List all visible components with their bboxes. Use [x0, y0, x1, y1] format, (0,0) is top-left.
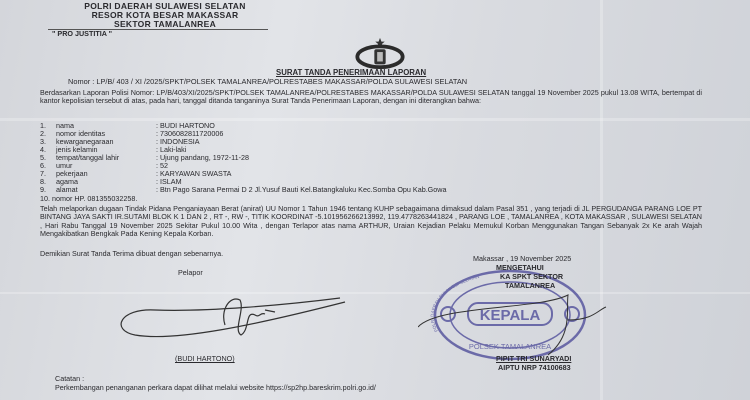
- place-date: Makassar , 19 November 2025: [473, 254, 572, 263]
- report-paragraph: Telah melaporkan dugaan Tindak Pidana Penganiayaan Berat (anirat) UU Nomor 1 Tahun 1946 tentang KUHP sebagaimana dimaksud dalam Pasal 351 , yang terjadi di JL PERGUDANGA PARANG LOE PT BINTANG JAYA SAKTI IR.SUTAMI BLOK K 1 DAN 2 , RT -, RW -, TITIK KOORDINAT -5.101956266213992, 119.4778263441824 , PARANG LOE , TAMALANREA , KOTA MAKASSAR , SULAWESI SELATAN , Hari Rabu Tanggal 19 November 2025 Sekitar Pukul 10.00 Wita , dengan Terlapor atas nama ARTHUR, Uraian Kejadian Pelaku Memukul Korban Menggunakan Tangan Sebanyak 2x Ke arah Wajah Mengakibatkan Bengkak Pada Kening Kepala Korban.: [40, 204, 702, 238]
- report-number: Nomor : LP/B/ 403 / XI /2025/SPKT/POLSEK TAMALANREA/POLRESTABES MAKASSAR/POLDA SULAWESI SELATAN: [68, 77, 468, 86]
- officer-name: PIPIT TRI SUNARYADI: [496, 354, 572, 363]
- detail-row: [40, 122, 740, 130]
- reporter-name: (BUDI HARTONO): [175, 354, 235, 363]
- detail-value: : ISLAM: [156, 177, 182, 186]
- police-emblem-icon: [350, 36, 410, 70]
- intro-paragraph: Berdasarkan Laporan Polisi Nomor: LP/B/403/XI/2025/SPKT/POLSEK TAMALANREA/POLRESTABES MAKASSAR/POLDA SULAWESI SELATAN tanggal 19 November 2025 pukul 13.08 WITA, bertempat di kantor kepolisian tersebut di atas, pada hari, tanggal ditanda tanganinya Surat Tanda Penerimaan Laporan, dengan ini diterangkan bahwa:: [40, 88, 702, 106]
- detail-number: 7.: [40, 169, 46, 178]
- detail-value: : INDONESIA: [156, 137, 200, 146]
- detail-row: [40, 130, 740, 138]
- document-title: SURAT TANDA PENERIMAAN LAPORAN: [276, 68, 427, 77]
- detail-row: [40, 186, 740, 194]
- closing-statement: Demikian Surat Tanda Terima dibuat dengan sebenarnya.: [40, 249, 224, 258]
- detail-label: alamat: [56, 185, 78, 194]
- header-line-3: SEKTOR TAMALANREA: [113, 19, 217, 29]
- stamp-top-text: POLRI DAERAH SULAWESI SELATAN: [429, 273, 480, 333]
- detail-number: 4.: [40, 145, 46, 154]
- detail-row: [40, 146, 740, 154]
- detail-label: kewarganegaraan: [56, 137, 114, 146]
- stamp-center-text: KEPALA: [479, 307, 541, 324]
- detail-number: 8.: [40, 177, 46, 186]
- pelapor-label: Pelapor: [178, 268, 203, 277]
- detail-label: umur: [56, 161, 73, 170]
- paper-crease: [0, 118, 750, 121]
- officer-position-1: KA SPKT SEKTOR: [500, 272, 564, 281]
- detail-value: : Btn Pago Sarana Permai D 2 Jl.Yusuf Bauti Kel.Batangkaluku Kec.Somba Opu Kab.Gowa: [156, 185, 447, 194]
- detail-label: pekerjaan: [56, 169, 88, 178]
- detail-row: [40, 138, 740, 146]
- detail-value: : Laki-laki: [156, 145, 187, 154]
- detail-label: tempat/tanggal lahir: [56, 153, 120, 162]
- detail-number: 1.: [40, 121, 46, 130]
- detail-label: nomor identitas: [56, 129, 106, 138]
- note-text: Perkembangan penanganan perkara dapat dilihat melalui website https://sp2hp.bareskrim.polri.go.id/: [55, 383, 376, 392]
- reporter-signature: [115, 290, 350, 345]
- detail-value: : Ujung pandang, 1972-11-28: [156, 153, 249, 162]
- detail-number: 2.: [40, 129, 46, 138]
- detail-value: : 52: [156, 161, 168, 170]
- detail-number: 9.: [40, 185, 46, 194]
- mengetahui: MENGETAHUI: [496, 263, 544, 272]
- paper-crease: [0, 292, 750, 294]
- detail-value: : KARYAWAN SWASTA: [156, 169, 232, 178]
- detail-number: 6.: [40, 161, 46, 170]
- officer-rank-nrp: AIPTU NRP 74100683: [498, 363, 571, 372]
- detail-number: 5.: [40, 153, 46, 162]
- phone-number: 10. nomor HP. 081355032258.: [40, 194, 138, 203]
- detail-label: jenis kelamin: [56, 145, 98, 154]
- detail-value: : BUDI HARTONO: [156, 121, 215, 130]
- pro-justitia: " PRO JUSTITIA ": [52, 29, 113, 38]
- header-line-2: RESOR KOTA BESAR MAKASSAR: [91, 10, 239, 20]
- detail-row: [40, 162, 740, 170]
- detail-value: : 7306082811720006: [156, 129, 224, 138]
- detail-row: [40, 170, 740, 178]
- header-line-1: POLRI DAERAH SULAWESI SELATAN: [84, 1, 246, 11]
- detail-label: nama: [56, 121, 74, 130]
- detail-number: 3.: [40, 137, 46, 146]
- note-label: Catatan :: [55, 374, 85, 383]
- officer-position-2: TAMALANREA: [505, 281, 556, 290]
- detail-row: [40, 154, 740, 162]
- stamp-bottom-text: POLSEK TAMALANREA: [468, 342, 552, 351]
- detail-label: agama: [56, 177, 78, 186]
